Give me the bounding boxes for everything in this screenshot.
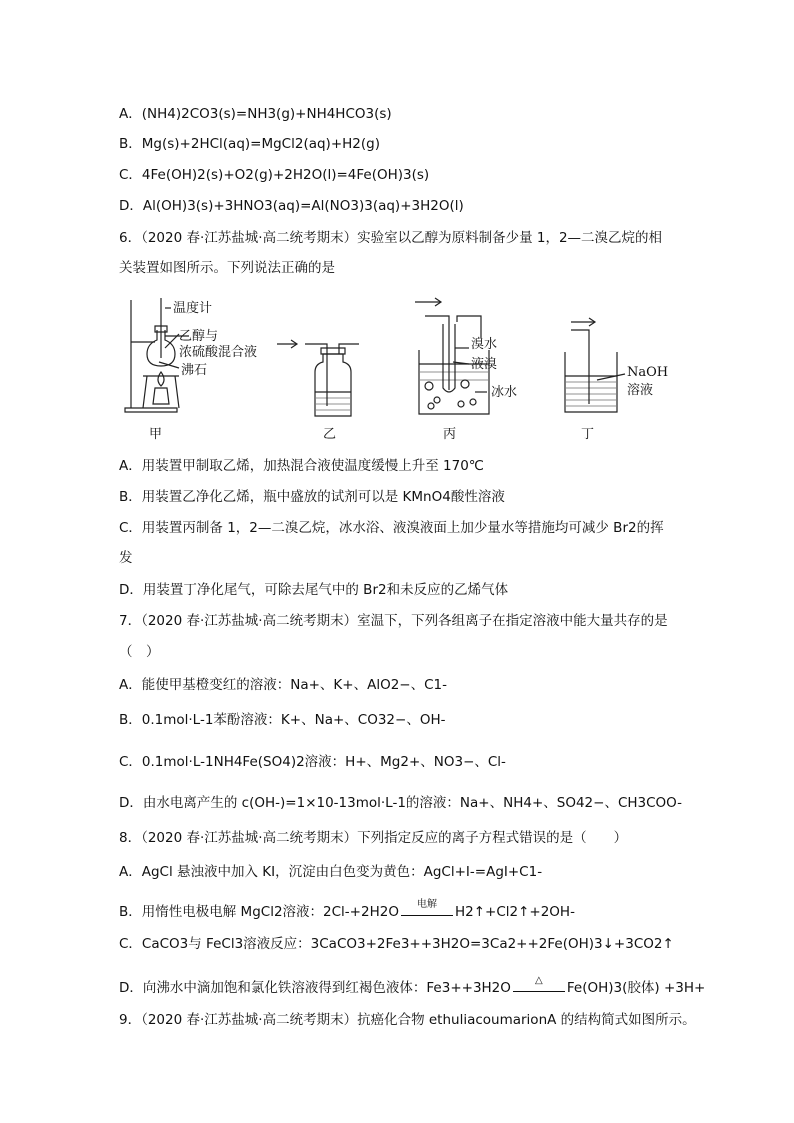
q8-stem: 8．（2020 春·江苏盐城·高二统考期末）下列指定反应的离子方程式错误的是（ ） xyxy=(119,830,628,846)
tube-in-yi xyxy=(305,344,327,406)
q6-option-a: A．用装置甲制取乙烯，加热混合液使温度缓慢上升至 170℃ xyxy=(119,458,484,474)
tube-in-bing xyxy=(425,316,449,390)
heating-condition xyxy=(513,975,565,992)
label-jia: 甲 xyxy=(149,427,163,442)
label-boiling-stone: 沸石 xyxy=(181,363,208,378)
q6-option-b: B．用装置乙净化乙烯，瓶中盛放的试剂可以是 KMnO4酸性溶液 xyxy=(119,489,505,505)
q8-option-b xyxy=(119,899,575,922)
q7-option-c: C．0.1mol·L-1NH4Fe(SO4)2溶液：H+、Mg2+、NO3−、Cl- xyxy=(119,754,506,770)
label-yi: 乙 xyxy=(323,427,337,442)
q7-answer-paren: （ ） xyxy=(119,644,160,660)
tube-out-yi xyxy=(339,344,359,354)
label-mixture-1: 乙醇与 xyxy=(179,329,219,344)
q5-option-d: D．Al(OH)3(s)+3HNO3(aq)=Al(NO3)3(aq)+3H2O(l) xyxy=(119,198,464,214)
tube-out-bing xyxy=(457,316,481,338)
q8-option-d-text: D．向沸水中滴加饱和氯化铁溶液得到红褐色液体：Fe3++3H2O xyxy=(119,980,511,996)
label-liquid-bromine: 液溴 xyxy=(471,357,498,372)
electrolysis-condition xyxy=(401,899,453,916)
tripod xyxy=(143,376,179,408)
q9-stem: 9．（2020 春·江苏盐城·高二统考期末）抗癌化合物 ethuliacoumarionA 的结构简式如图所示。 xyxy=(119,1012,696,1028)
q6-option-c-line1: C．用装置丙制备 1，2—二溴乙烷，冰水浴、液溴液面上加少量水等措施均可减少 Br2的挥 xyxy=(119,520,664,536)
label-bromine-water: 溴水 xyxy=(471,337,498,352)
leader-naoh xyxy=(597,374,625,380)
electrolysis-label: 电解 xyxy=(416,899,437,910)
q6-option-c-line2: 发 xyxy=(119,550,133,566)
bottle-yi xyxy=(315,354,351,416)
burner xyxy=(153,388,169,404)
q5-option-c: C．4Fe(OH)2(s)+O2(g)+2H2O(l)=4Fe(OH)3(s) xyxy=(119,167,430,183)
q6-stem-line2: 关装置如图所示。下列说法正确的是 xyxy=(119,260,335,276)
q7-stem: 7．（2020 春·江苏盐城·高二统考期末）室温下，下列各组离子在指定溶液中能大量共存的是 xyxy=(119,613,668,629)
q8-option-b-products: H2↑+Cl2↑+2OH- xyxy=(454,904,575,920)
heating-label: △ xyxy=(535,975,543,986)
flame xyxy=(158,372,164,386)
q8-option-d xyxy=(119,975,706,998)
label-naoh-solution: 溶液 xyxy=(627,383,654,398)
stopper-yi xyxy=(321,348,345,354)
label-ice-water: 冰水 xyxy=(491,385,518,400)
label-bing: 丙 xyxy=(443,427,457,442)
q7-option-d: D．由水电离产生的 c(OH-)=1×10-13mol·L-1的溶液：Na+、NH4+、SO42−、CH3COO- xyxy=(119,795,683,811)
q6-apparatus-figure xyxy=(119,292,699,444)
q7-option-a: A．能使甲基橙变红的溶液：Na+、K+、AlO2−、C1- xyxy=(119,677,447,693)
q6-stem-line1: 6．（2020 春·江苏盐城·高二统考期末）实验室以乙醇为原料制备少量 1，2—二溴乙烷的相 xyxy=(119,230,663,246)
tube-ding xyxy=(571,330,589,404)
q8-option-b-text: B．用惰性电极电解 MgCl2溶液：2Cl-+2H2O xyxy=(119,904,399,920)
q7-option-b: B．0.1mol·L-1苯酚溶液：K+、Na+、CO32−、OH- xyxy=(119,712,446,728)
leader-stone xyxy=(159,362,179,368)
label-naoh: NaOH xyxy=(627,365,669,380)
label-thermometer: 温度计 xyxy=(173,301,213,316)
q8-option-d-products: Fe(OH)3(胶体) +3H+ xyxy=(566,980,706,996)
q6-option-d: D．用装置丁净化尾气，可除去尾气中的 Br2和未反应的乙烯气体 xyxy=(119,582,509,598)
q8-option-c: C．CaCO3与 FeCl3溶液反应：3CaCO3+2Fe3++3H2O=3Ca2++2Fe(OH)3↓+3CO2↑ xyxy=(119,936,674,952)
q5-option-a: A．(NH4)2CO3(s)=NH3(g)+NH4HCO3(s) xyxy=(119,106,392,122)
label-ding: 丁 xyxy=(581,427,595,442)
q5-option-b: B．Mg(s)+2HCl(aq)=MgCl2(aq)+H2(g) xyxy=(119,136,380,152)
stand-base xyxy=(125,408,177,412)
q8-option-a: A．AgCl 悬浊液中加入 KI，沉淀由白色变为黄色：AgCl+I-=AgI+C1- xyxy=(119,864,543,880)
label-mixture-2: 浓硫酸混合液 xyxy=(179,345,258,360)
